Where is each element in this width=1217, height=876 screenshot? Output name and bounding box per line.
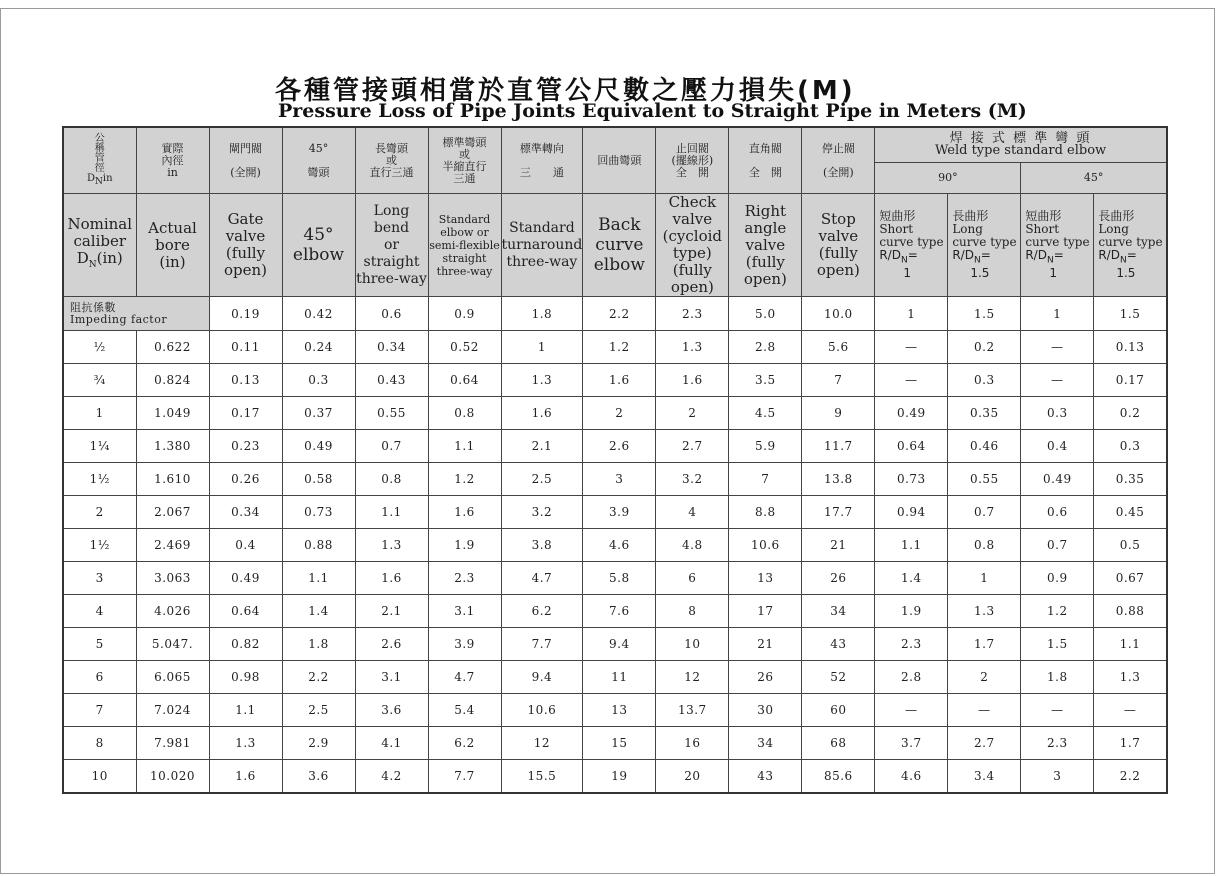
header-weld-45: 45° xyxy=(1021,163,1167,194)
nominal-size-cell: 7 xyxy=(63,694,136,727)
table-cell: 0.55 xyxy=(355,397,428,430)
header-row-chinese xyxy=(63,127,1167,163)
table-cell: 4.6 xyxy=(583,529,656,562)
table-cell: 1.5 xyxy=(1021,628,1094,661)
impeding-value: 1 xyxy=(1021,297,1094,331)
table-cell: 21 xyxy=(802,529,875,562)
table-cell: 0.7 xyxy=(355,430,428,463)
table-cell: 7.6 xyxy=(583,595,656,628)
table-cell: 21 xyxy=(729,628,802,661)
nominal-size-cell: 6 xyxy=(63,661,136,694)
table-cell: 2.1 xyxy=(355,595,428,628)
table-cell: 10.6 xyxy=(729,529,802,562)
table-cell: 2.1 xyxy=(501,430,583,463)
header-stop-zh: 停止閥 (全開) xyxy=(802,127,875,194)
table-row xyxy=(63,529,1167,562)
table-cell: 2.2 xyxy=(1094,760,1167,794)
table-cell: 2.7 xyxy=(948,727,1021,760)
table-cell: 4.5 xyxy=(729,397,802,430)
header-weld-group: 焊 接 式 標 準 彎 頭 Weld type standard elbow xyxy=(875,127,1167,163)
header-row-english xyxy=(63,194,1167,297)
table-cell: 6.2 xyxy=(501,595,583,628)
impeding-factor-row xyxy=(63,297,1167,331)
header-nominal-en: Nominal caliber $D_N(in)$ xyxy=(63,194,136,297)
table-row xyxy=(63,595,1167,628)
nominal-size-cell: 4 xyxy=(63,595,136,628)
table-cell: 0.8 xyxy=(948,529,1021,562)
table-cell: 10 xyxy=(656,628,729,661)
actual-bore-cell: 4.026 xyxy=(136,595,209,628)
table-cell: 13.7 xyxy=(656,694,729,727)
table-cell: 0.64 xyxy=(209,595,282,628)
table-cell: 0.58 xyxy=(282,463,355,496)
actual-bore-cell: 0.824 xyxy=(136,364,209,397)
table-cell: 17.7 xyxy=(802,496,875,529)
table-row xyxy=(63,430,1167,463)
table-row xyxy=(63,331,1167,364)
table-cell: 0.11 xyxy=(209,331,282,364)
header-bore-en: Actual bore (in) xyxy=(136,194,209,297)
table-cell: 3.8 xyxy=(501,529,583,562)
table-cell: 8 xyxy=(656,595,729,628)
nominal-size-cell: 1½ xyxy=(63,529,136,562)
table-cell: 1.9 xyxy=(428,529,501,562)
table-cell: 0.64 xyxy=(875,430,948,463)
table-cell: 6.2 xyxy=(428,727,501,760)
table-cell: 3.1 xyxy=(355,661,428,694)
table-cell: 0.24 xyxy=(282,331,355,364)
header-bore-zh: 實際 內徑 in xyxy=(136,127,209,194)
table-cell: 7.7 xyxy=(428,760,501,794)
table-cell: 16 xyxy=(656,727,729,760)
header-turnaround-en: Standard turnaround three-way xyxy=(501,194,583,297)
table-cell: 0.13 xyxy=(1094,331,1167,364)
table-cell: 0.49 xyxy=(875,397,948,430)
table-cell: 0.45 xyxy=(1094,496,1167,529)
table-cell: 1 xyxy=(948,562,1021,595)
table-cell: 0.7 xyxy=(1021,529,1094,562)
table-cell: 0.52 xyxy=(428,331,501,364)
table-cell: 1.3 xyxy=(1094,661,1167,694)
table-cell: 0.3 xyxy=(1021,397,1094,430)
header-right-zh: 直角閥 全 開 xyxy=(729,127,802,194)
impeding-value: 0.42 xyxy=(282,297,355,331)
table-cell: 15 xyxy=(583,727,656,760)
table-cell: 2.8 xyxy=(875,661,948,694)
header-nominal-zh: 公 稱 管 徑 $D_Nin$ xyxy=(63,127,136,194)
actual-bore-cell: 1.380 xyxy=(136,430,209,463)
table-cell: — xyxy=(1094,694,1167,727)
table-cell: 0.46 xyxy=(948,430,1021,463)
table-cell: 9.4 xyxy=(501,661,583,694)
table-cell: 1.1 xyxy=(428,430,501,463)
table-cell: 3.7 xyxy=(875,727,948,760)
impeding-value: 1.5 xyxy=(1094,297,1167,331)
table-cell: 8.8 xyxy=(729,496,802,529)
table-cell: 1.7 xyxy=(948,628,1021,661)
table-cell: 0.17 xyxy=(1094,364,1167,397)
nominal-size-cell: 1¼ xyxy=(63,430,136,463)
table-cell: 0.37 xyxy=(282,397,355,430)
table-cell: 0.34 xyxy=(209,496,282,529)
impeding-value: 0.19 xyxy=(209,297,282,331)
table-cell: 0.7 xyxy=(948,496,1021,529)
table-cell: 52 xyxy=(802,661,875,694)
table-cell: 2 xyxy=(656,397,729,430)
header-stdelbow-zh: 標準彎頭 或 半縮直行 三通 xyxy=(428,127,501,194)
table-cell: 1.3 xyxy=(209,727,282,760)
table-cell: 12 xyxy=(501,727,583,760)
table-cell: 0.73 xyxy=(282,496,355,529)
table-cell: 0.98 xyxy=(209,661,282,694)
nominal-size-cell: 10 xyxy=(63,760,136,794)
title-chinese: 各種管接頭相當於直管公尺數之壓力損失(M) xyxy=(275,76,856,106)
table-row xyxy=(63,628,1167,661)
table-cell: 1.3 xyxy=(948,595,1021,628)
table-cell: 2.5 xyxy=(282,694,355,727)
table-cell: — xyxy=(948,694,1021,727)
table-cell: 4 xyxy=(656,496,729,529)
table-cell: 6 xyxy=(656,562,729,595)
table-cell: 2.2 xyxy=(282,661,355,694)
table-row xyxy=(63,661,1167,694)
table-cell: 1.6 xyxy=(209,760,282,794)
table-cell: 15.5 xyxy=(501,760,583,794)
table-cell: 7.7 xyxy=(501,628,583,661)
table-cell: 3.6 xyxy=(355,694,428,727)
table-cell: 0.23 xyxy=(209,430,282,463)
table-cell: 3 xyxy=(583,463,656,496)
actual-bore-cell: 7.024 xyxy=(136,694,209,727)
table-cell: 2.7 xyxy=(656,430,729,463)
table-cell: 43 xyxy=(802,628,875,661)
table-cell: 1.3 xyxy=(656,331,729,364)
table-cell: 1.8 xyxy=(1021,661,1094,694)
table-cell: 1.9 xyxy=(875,595,948,628)
table-row xyxy=(63,562,1167,595)
table-cell: 13 xyxy=(583,694,656,727)
table-cell: 2.9 xyxy=(282,727,355,760)
table-cell: 5.6 xyxy=(802,331,875,364)
table-cell: 26 xyxy=(802,562,875,595)
table-cell: 11 xyxy=(583,661,656,694)
table-cell: — xyxy=(1021,694,1094,727)
table-cell: 17 xyxy=(729,595,802,628)
table-cell: 10.6 xyxy=(501,694,583,727)
table-cell: — xyxy=(1021,331,1094,364)
table-cell: 0.2 xyxy=(1094,397,1167,430)
table-cell: 12 xyxy=(656,661,729,694)
pressure-loss-table xyxy=(62,126,1168,794)
header-weld90-long: 長曲形 Long curve type $R/D_N=$ 1.5 xyxy=(948,194,1021,297)
actual-bore-cell: 0.622 xyxy=(136,331,209,364)
table-cell: 20 xyxy=(656,760,729,794)
table-cell: 19 xyxy=(583,760,656,794)
table-cell: 3.2 xyxy=(501,496,583,529)
header-weld45-short: 短曲形 Short curve type $R/D_N=$ 1 xyxy=(1021,194,1094,297)
table-row xyxy=(63,364,1167,397)
table-cell: 34 xyxy=(802,595,875,628)
table-row xyxy=(63,496,1167,529)
header-elbow45-en: 45° elbow xyxy=(282,194,355,297)
header-stdelbow-en: Standard elbow or semi-flexible straight three-way xyxy=(428,194,501,297)
table-cell: 9 xyxy=(802,397,875,430)
impeding-value: 0.6 xyxy=(355,297,428,331)
table-cell: 4.6 xyxy=(875,760,948,794)
actual-bore-cell: 6.065 xyxy=(136,661,209,694)
table-cell: 1.1 xyxy=(875,529,948,562)
table-cell: 1.4 xyxy=(875,562,948,595)
table-row xyxy=(63,397,1167,430)
actual-bore-cell: 1.049 xyxy=(136,397,209,430)
table-cell: — xyxy=(875,331,948,364)
impeding-value: 2.2 xyxy=(583,297,656,331)
table-cell: 2.3 xyxy=(1021,727,1094,760)
table-cell: 0.94 xyxy=(875,496,948,529)
table-cell: 0.8 xyxy=(428,397,501,430)
table-cell: 1.1 xyxy=(1094,628,1167,661)
impeding-value: 5.0 xyxy=(729,297,802,331)
table-cell: — xyxy=(1021,364,1094,397)
table-cell: 3.9 xyxy=(583,496,656,529)
nominal-size-cell: 1½ xyxy=(63,463,136,496)
header-check-en: Check valve (cycloid type) (fully open) xyxy=(656,194,729,297)
table-cell: 3.1 xyxy=(428,595,501,628)
table-cell: 5.4 xyxy=(428,694,501,727)
table-cell: 0.3 xyxy=(948,364,1021,397)
header-back-zh: 回曲彎頭 xyxy=(583,127,656,194)
table-row xyxy=(63,463,1167,496)
table-cell: 0.49 xyxy=(209,562,282,595)
table-cell: 0.88 xyxy=(1094,595,1167,628)
table-cell: 34 xyxy=(729,727,802,760)
table-cell: 3.6 xyxy=(282,760,355,794)
table-cell: 0.26 xyxy=(209,463,282,496)
header-weld90-short: 短曲形 Short curve type $R/D_N=$ 1 xyxy=(875,194,948,297)
table-cell: 43 xyxy=(729,760,802,794)
table-cell: 1.6 xyxy=(583,364,656,397)
table-cell: 3 xyxy=(1021,760,1094,794)
table-cell: 0.55 xyxy=(948,463,1021,496)
table-cell: 1.1 xyxy=(282,562,355,595)
table-cell: 4.8 xyxy=(656,529,729,562)
table-cell: 1.8 xyxy=(282,628,355,661)
header-back-en: Back curve elbow xyxy=(583,194,656,297)
table-cell: 0.73 xyxy=(875,463,948,496)
table-cell: 2.8 xyxy=(729,331,802,364)
table-cell: 0.67 xyxy=(1094,562,1167,595)
table-cell: 1.3 xyxy=(355,529,428,562)
table-cell: 1.4 xyxy=(282,595,355,628)
title-english: Pressure Loss of Pipe Joints Equivalent to Straight Pipe in Meters (M) xyxy=(278,100,1027,122)
table-cell: 2.3 xyxy=(875,628,948,661)
actual-bore-cell: 10.020 xyxy=(136,760,209,794)
impeding-factor-label: 阻抗係數 Impeding factor xyxy=(63,297,209,331)
table-cell: 1.6 xyxy=(428,496,501,529)
table-cell: 0.35 xyxy=(948,397,1021,430)
table-cell: 68 xyxy=(802,727,875,760)
table-cell: 4.2 xyxy=(355,760,428,794)
table-cell: 0.3 xyxy=(1094,430,1167,463)
table-cell: 0.8 xyxy=(355,463,428,496)
header-elbow45-zh: 45° 彎頭 xyxy=(282,127,355,194)
table-cell: 2 xyxy=(583,397,656,430)
table-cell: 0.88 xyxy=(282,529,355,562)
table-row xyxy=(63,760,1167,794)
table-cell: 0.49 xyxy=(1021,463,1094,496)
table-cell: 13 xyxy=(729,562,802,595)
table-cell: 0.82 xyxy=(209,628,282,661)
header-gate-en: Gate valve (fully open) xyxy=(209,194,282,297)
table-cell: 0.49 xyxy=(282,430,355,463)
table-cell: 85.6 xyxy=(802,760,875,794)
table-cell: 0.4 xyxy=(209,529,282,562)
nominal-size-cell: 5 xyxy=(63,628,136,661)
table-cell: 1.1 xyxy=(355,496,428,529)
table-cell: — xyxy=(875,364,948,397)
table-cell: 1.6 xyxy=(501,397,583,430)
table-row xyxy=(63,694,1167,727)
nominal-size-cell: 8 xyxy=(63,727,136,760)
table-cell: 7 xyxy=(729,463,802,496)
table-cell: 2 xyxy=(948,661,1021,694)
table-cell: 3.9 xyxy=(428,628,501,661)
table-cell: 1.7 xyxy=(1094,727,1167,760)
table-cell: 30 xyxy=(729,694,802,727)
table-cell: 1.2 xyxy=(583,331,656,364)
table-cell: 5.9 xyxy=(729,430,802,463)
table-cell: 1 xyxy=(501,331,583,364)
table-cell: 0.64 xyxy=(428,364,501,397)
actual-bore-cell: 2.067 xyxy=(136,496,209,529)
table-cell: 1.6 xyxy=(355,562,428,595)
table-cell: — xyxy=(875,694,948,727)
header-gate-zh: 閘門閥 (全開) xyxy=(209,127,282,194)
table-cell: 2.3 xyxy=(428,562,501,595)
impeding-value: 2.3 xyxy=(656,297,729,331)
table-cell: 1.2 xyxy=(1021,595,1094,628)
header-weld45-long: 長曲形 Long curve type $R/D_N=$ 1.5 xyxy=(1094,194,1167,297)
table-cell: 3.4 xyxy=(948,760,1021,794)
table-cell: 60 xyxy=(802,694,875,727)
nominal-size-cell: ¾ xyxy=(63,364,136,397)
table-cell: 1.1 xyxy=(209,694,282,727)
table-cell: 0.9 xyxy=(1021,562,1094,595)
nominal-size-cell: 1 xyxy=(63,397,136,430)
impeding-value: 1.8 xyxy=(501,297,583,331)
header-longbend-en: Long bend or straight three-way xyxy=(355,194,428,297)
table-cell: 2.5 xyxy=(501,463,583,496)
table-cell: 0.2 xyxy=(948,331,1021,364)
table-cell: 1.6 xyxy=(656,364,729,397)
header-weld-90: 90° xyxy=(875,163,1021,194)
table-cell: 9.4 xyxy=(583,628,656,661)
actual-bore-cell: 7.981 xyxy=(136,727,209,760)
table-cell: 0.13 xyxy=(209,364,282,397)
table-cell: 0.43 xyxy=(355,364,428,397)
table-cell: 0.6 xyxy=(1021,496,1094,529)
table-cell: 4.7 xyxy=(428,661,501,694)
nominal-size-cell: ½ xyxy=(63,331,136,364)
header-check-zh: 止回閥 (擺線形) 全 開 xyxy=(656,127,729,194)
table-cell: 26 xyxy=(729,661,802,694)
actual-bore-cell: 2.469 xyxy=(136,529,209,562)
table-cell: 3.2 xyxy=(656,463,729,496)
table-cell: 0.4 xyxy=(1021,430,1094,463)
table-cell: 1.2 xyxy=(428,463,501,496)
table-cell: 2.6 xyxy=(583,430,656,463)
header-longbend-zh: 長彎頭 或 直行三通 xyxy=(355,127,428,194)
impeding-value: 1.5 xyxy=(948,297,1021,331)
table-cell: 0.5 xyxy=(1094,529,1167,562)
table-cell: 4.1 xyxy=(355,727,428,760)
impeding-value: 0.9 xyxy=(428,297,501,331)
table-cell: 4.7 xyxy=(501,562,583,595)
impeding-value: 1 xyxy=(875,297,948,331)
table-cell: 11.7 xyxy=(802,430,875,463)
table-cell: 0.3 xyxy=(282,364,355,397)
table-cell: 13.8 xyxy=(802,463,875,496)
table-cell: 0.17 xyxy=(209,397,282,430)
header-right-en: Right angle valve (fully open) xyxy=(729,194,802,297)
actual-bore-cell: 1.610 xyxy=(136,463,209,496)
table-cell: 3.5 xyxy=(729,364,802,397)
table-cell: 5.8 xyxy=(583,562,656,595)
header-stop-en: Stop valve (fully open) xyxy=(802,194,875,297)
impeding-value: 10.0 xyxy=(802,297,875,331)
table-cell: 2.6 xyxy=(355,628,428,661)
actual-bore-cell: 5.047. xyxy=(136,628,209,661)
table-cell: 1.3 xyxy=(501,364,583,397)
header-turnaround-zh: 標準轉向 三 通 xyxy=(501,127,583,194)
actual-bore-cell: 3.063 xyxy=(136,562,209,595)
nominal-size-cell: 3 xyxy=(63,562,136,595)
table-row xyxy=(63,727,1167,760)
nominal-size-cell: 2 xyxy=(63,496,136,529)
table-cell: 7 xyxy=(802,364,875,397)
table-cell: 0.34 xyxy=(355,331,428,364)
table-cell: 0.35 xyxy=(1094,463,1167,496)
